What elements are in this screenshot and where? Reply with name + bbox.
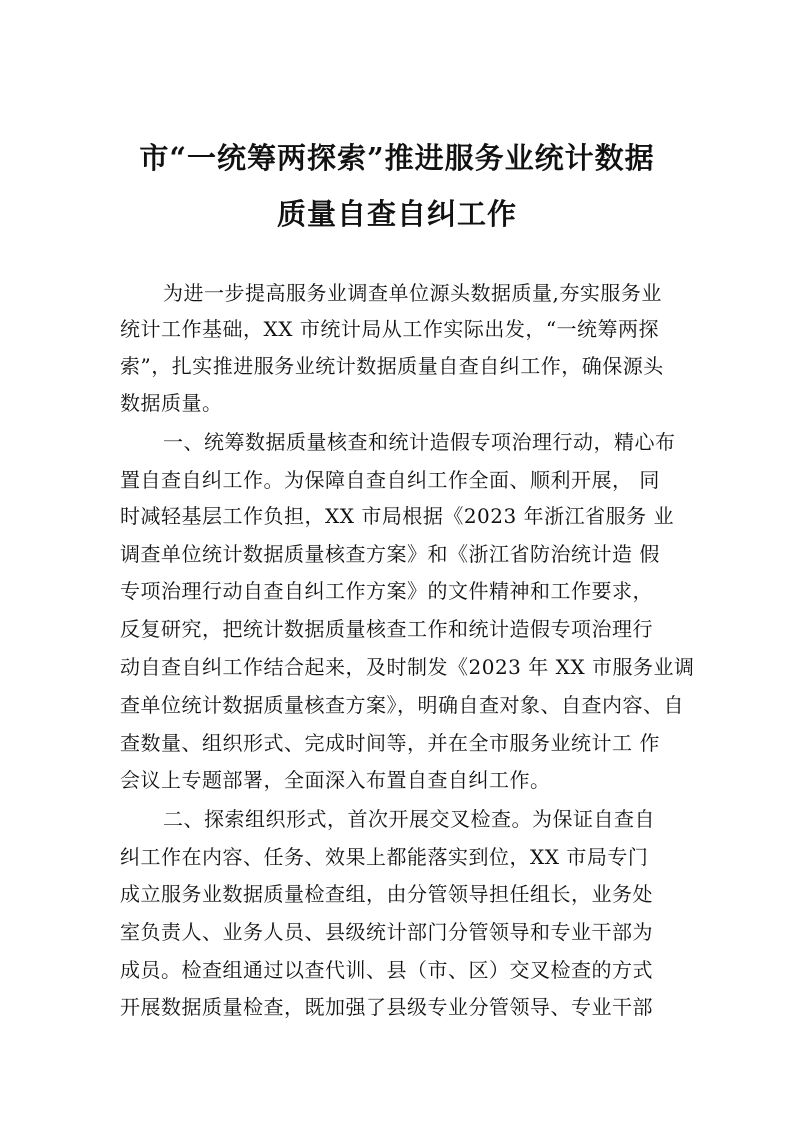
paragraph-line: 一、统筹数据质量核查和统计造假专项治理行动，精心布 [163,430,676,454]
paragraph-line: 专项治理行动自查自纠工作方案》的文件精神和工作要求， [120,579,653,603]
paragraph-line: 统计工作基础，XX 市统计局从工作实际出发，“一统筹两探 [120,317,660,341]
paragraph-line: 成员。检查组通过以查代训、县（市、区）交叉检查的方式 [120,958,653,982]
paragraph-line: 室负责人、业务人员、县级统计部门分管领导和专业干部为 [120,920,653,944]
paragraph-line: 调查单位统计数据质量核查方案》和《浙江省防治统计造 假 [120,542,660,566]
paragraph-line: 索”，扎实推进服务业统计数据质量自查自纠工作，确保源头 [120,354,664,378]
document-title-line-2: 质量自查自纠工作 [276,197,517,231]
paragraph-line: 数据质量。 [120,391,223,415]
paragraph-line: 时减轻基层工作负担，XX 市局根据《2023 年浙江省服务 业 [120,504,674,528]
document-title-line-1: 市“一统筹两探索”推进服务业统计数据 [139,141,655,175]
paragraph-line: 会议上专题部署，全面深入布置自查自纠工作。 [120,768,551,792]
paragraph-line: 置自查自纠工作。为保障自查自纠工作全面、顺利开展， 同 [120,468,660,492]
paragraph-line: 二、探索组织形式，首次开展交叉检查。为保证自查自 [163,807,655,831]
paragraph-line: 查数量、组织形式、完成时间等，并在全市服务业统计工 作 [120,731,660,755]
paragraph-line: 开展数据质量检查，既加强了县级专业分管领导、专业干部 [120,995,653,1019]
paragraph-line: 纠工作在内容、任务、效果上都能落实到位，XX 市局专门 [120,845,649,869]
paragraph-line: 为进一步提高服务业调查单位源头数据质量,夯实服务业 [163,281,662,305]
paragraph-line: 反复研究，把统计数据质量核查工作和统计造假专项治理行 [120,617,653,641]
paragraph-line: 成立服务业数据质量检查组，由分管领导担任组长，业务处 [120,882,653,906]
paragraph-line: 查单位统计数据质量核查方案》，明确自查对象、自查内容、自 [120,693,684,717]
paragraph-line: 动自查自纠工作结合起来，及时制发《2023 年 XX 市服务业调 [120,655,695,679]
